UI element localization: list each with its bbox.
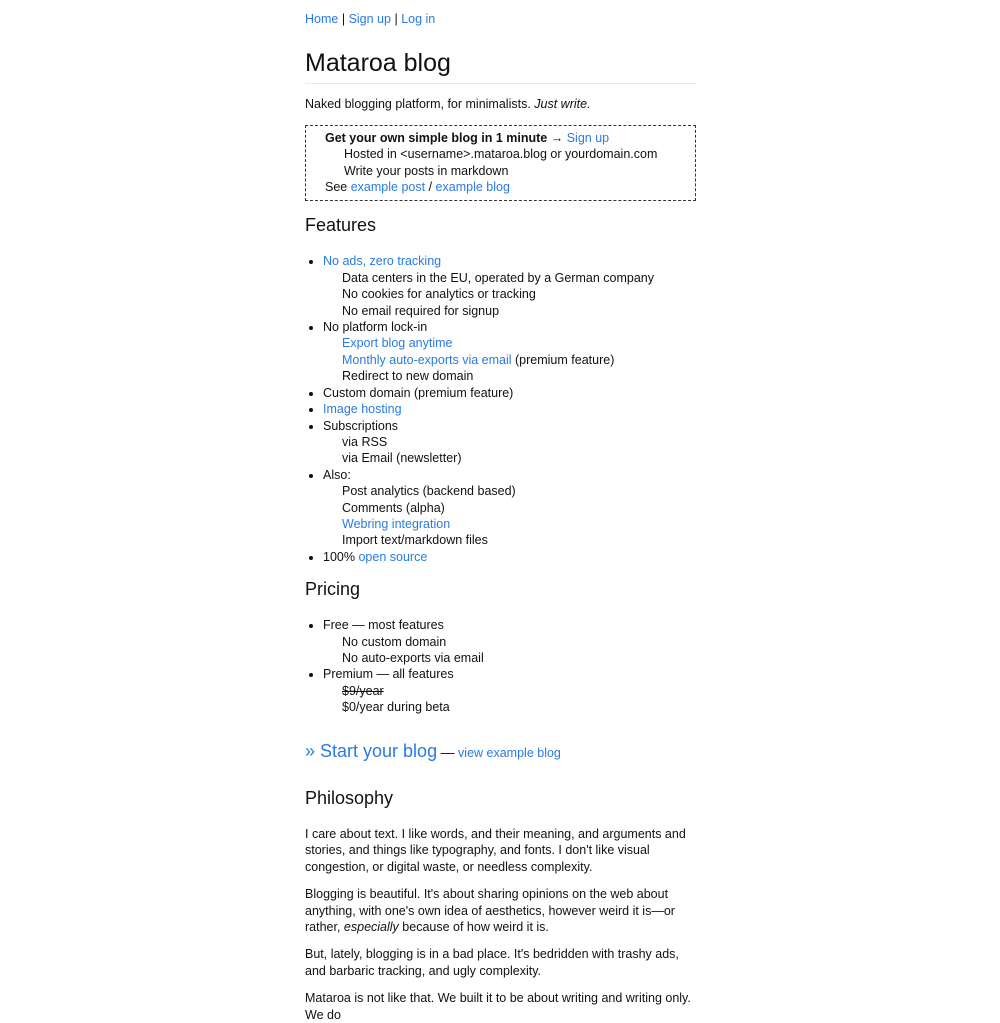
philosophy-heading: Philosophy: [305, 788, 394, 808]
paragraph-emphasis: especially: [343, 920, 399, 935]
signup-promo-box: [305, 125, 696, 202]
feature-subitem: via Email (newsletter): [342, 451, 462, 466]
pricing-detail: No auto-exports via email: [342, 650, 484, 665]
webring-link[interactable]: Webring integration: [342, 516, 451, 531]
no-ads-link[interactable]: No ads, zero tracking: [323, 254, 442, 269]
view-example-blog-link[interactable]: view example blog: [458, 745, 561, 760]
promo-sub-item: Hosted in <username>.mataroa.blog or yourdomain.com: [344, 147, 658, 162]
pricing-tier-label: Free — most features: [323, 618, 444, 633]
nav-separator: |: [341, 12, 346, 26]
page-title: Mataroa blog: [305, 48, 696, 84]
philosophy-paragraph: [305, 886, 696, 935]
image-hosting-link[interactable]: Image hosting: [323, 402, 402, 417]
export-blog-link[interactable]: Export blog anytime: [342, 336, 453, 351]
feature-item: [323, 253, 696, 319]
features-heading: Features: [305, 215, 377, 236]
philosophy-paragraph: Mataroa is not like that. We built it to be about writing and writing only. We do: [305, 991, 691, 1022]
pricing-list: [305, 617, 696, 715]
tagline-text: Naked blogging platform, for minimalists.: [305, 97, 531, 112]
feature-label: 100%: [323, 549, 355, 564]
old-price: $9/year: [342, 683, 384, 698]
nav-separator: |: [394, 12, 398, 26]
example-blog-link[interactable]: example blog: [435, 180, 510, 195]
arrow-icon: →: [550, 130, 564, 145]
example-post-link[interactable]: example post: [350, 180, 426, 195]
pricing-tier-label: Premium — all features: [323, 667, 454, 682]
feature-label: Subscriptions: [323, 418, 399, 433]
feature-subitem: [342, 516, 696, 532]
philosophy-paragraph: I care about text. I like words, and their meaning, and arguments and stories, and things like typography, and fonts. I don't like visual congestion, or digital waste, or needless complexity.: [305, 827, 686, 874]
feature-item: [323, 467, 696, 549]
feature-subitem: No email required for signup: [342, 303, 500, 318]
feature-item: [323, 549, 696, 565]
feature-item: [323, 418, 696, 467]
promo-headline-item: [325, 130, 695, 179]
pricing-tier: [323, 617, 696, 666]
nav-login-link[interactable]: Log in: [401, 12, 436, 26]
pricing-heading: Pricing: [305, 579, 361, 600]
feature-subitem: [342, 352, 696, 368]
feature-subitem: Comments (alpha): [342, 500, 445, 515]
philosophy-paragraph: But, lately, blogging is in a bad place. It's bedridden with trashy ads, and barbaric tracking, and ugly complexity.: [305, 947, 679, 978]
promo-sub-item: Write your posts in markdown: [344, 163, 509, 178]
top-nav: [305, 11, 696, 27]
call-to-action: [305, 740, 696, 761]
paragraph-text: because of how weird it is.: [402, 920, 549, 935]
feature-subitem: Post analytics (backend based): [342, 484, 516, 499]
pricing-tier: [323, 666, 696, 715]
premium-note: (premium feature): [515, 352, 615, 367]
link-separator: /: [428, 180, 433, 195]
page-content: [305, 11, 696, 1023]
promo-signup-link[interactable]: Sign up: [566, 130, 610, 145]
feature-item: [323, 319, 696, 385]
tagline: [305, 96, 696, 112]
promo-headline: Get your own simple blog in 1 minute: [325, 130, 548, 145]
feature-subitem: No cookies for analytics or tracking: [342, 287, 536, 302]
feature-item: [323, 401, 696, 417]
features-list: [305, 253, 696, 565]
paragraph-text: Blogging is beautiful. It's about sharing opinions on the web about anything, with one's own idea of aesthetics, however weird it is—or rather,: [305, 887, 675, 935]
feature-subitem: Redirect to new domain: [342, 369, 474, 384]
promo-see-label: See: [325, 180, 348, 195]
nav-signup-link[interactable]: Sign up: [348, 12, 391, 26]
feature-subitem: Data centers in the EU, operated by a German company: [342, 270, 654, 285]
feature-subitem: [342, 335, 696, 351]
feature-subitem: via RSS: [342, 434, 388, 449]
monthly-exports-link[interactable]: Monthly auto-exports via email: [342, 352, 512, 367]
feature-label: Also:: [323, 467, 351, 482]
cta-dash: —: [440, 743, 455, 760]
nav-home-link[interactable]: Home: [305, 12, 339, 26]
beta-price: $0/year during beta: [342, 700, 450, 715]
feature-item: • Custom domain (premium feature): [323, 385, 696, 401]
promo-see-item: [325, 179, 695, 195]
tagline-emphasis: Just write.: [534, 97, 591, 112]
start-blog-link[interactable]: » Start your blog: [305, 740, 438, 761]
feature-label: No platform lock-in: [323, 320, 428, 335]
feature-subitem: Import text/markdown files: [342, 533, 488, 548]
open-source-link[interactable]: open source: [358, 549, 428, 564]
pricing-detail: No custom domain: [342, 634, 447, 649]
